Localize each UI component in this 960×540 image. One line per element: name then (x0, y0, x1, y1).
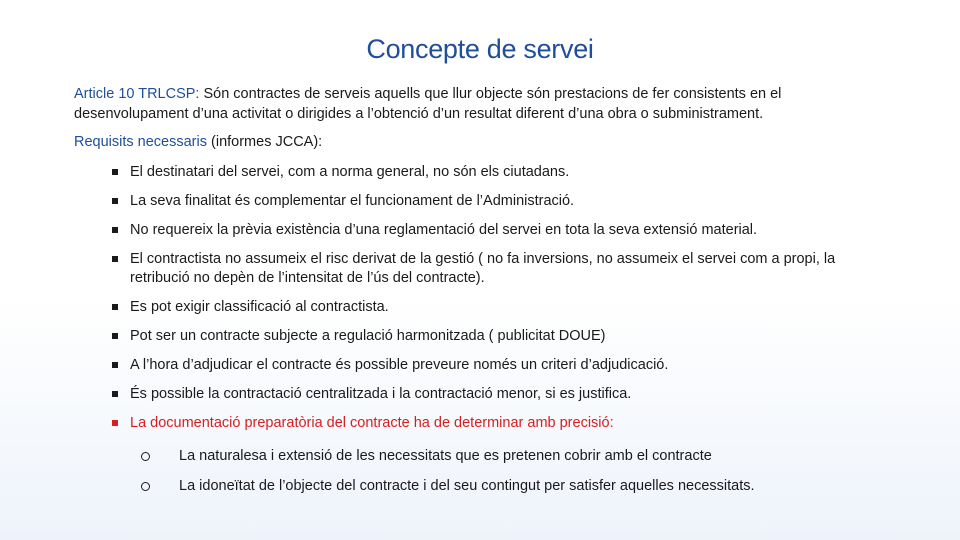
documentation-sublist (140, 447, 880, 507)
requirements-list (110, 163, 870, 443)
article-text: Són contractes de serveis aquells que llur objecte són prestacions de fer consistents en el desenvolupament d’una activitat o dirigides a l’obtenció d’un resultat diferent d’una obra o subministrament. (74, 86, 782, 122)
square-bullet-icon (112, 198, 118, 204)
sub-list-item: La idoneïtat de l’objecte del contracte i del seu contingut per satisfer aquelles necessitats. (140, 477, 880, 496)
intro-paragraph (74, 84, 894, 124)
list-item: És possible la contractació centralitzada i la contractació menor, si es justifica. (110, 385, 870, 404)
page-title: Concepte de servei (366, 34, 594, 64)
list-item: El contractista no assumeix el risc derivat de la gestió ( no fa inversions, no assumeix el servei com a propi, la retribució no depèn de l’intensitat de l’ús del contracte). (110, 250, 870, 288)
square-bullet-icon (112, 391, 118, 397)
square-bullet-icon (112, 362, 118, 368)
square-bullet-icon (112, 256, 118, 262)
list-item: La seva finalitat és complementar el funcionament de l’Administració. (110, 192, 870, 211)
square-bullet-icon (112, 304, 118, 310)
list-item: A l’hora d’adjudicar el contracte és possible preveure només un criteri d’adjudicació. (110, 356, 870, 375)
requirements-heading (74, 134, 322, 150)
list-item: Pot ser un contracte subjecte a regulació harmonitzada ( publicitat DOUE) (110, 327, 870, 346)
list-item-highlight: La documentació preparatòria del contracte ha de determinar amb precisió: (110, 414, 870, 433)
square-bullet-icon (112, 169, 118, 175)
requirements-suffix: (informes JCCA): (206, 134, 323, 150)
circle-bullet-icon (141, 452, 150, 461)
square-bullet-icon (112, 227, 118, 233)
requirements-label: Requisits necessaris (74, 134, 207, 150)
square-bullet-icon (112, 420, 118, 426)
list-item: Es pot exigir classificació al contractista. (110, 298, 870, 317)
article-label: Article 10 TRLCSP: (74, 86, 200, 102)
list-item: No requereix la prèvia existència d’una reglamentació del servei en tota la seva extensió material. (110, 221, 870, 240)
circle-bullet-icon (141, 482, 150, 491)
sub-list-item: La naturalesa i extensió de les necessitats que es pretenen cobrir amb el contracte (140, 447, 880, 466)
square-bullet-icon (112, 333, 118, 339)
list-item: El destinatari del servei, com a norma general, no són els ciutadans. (110, 163, 870, 182)
